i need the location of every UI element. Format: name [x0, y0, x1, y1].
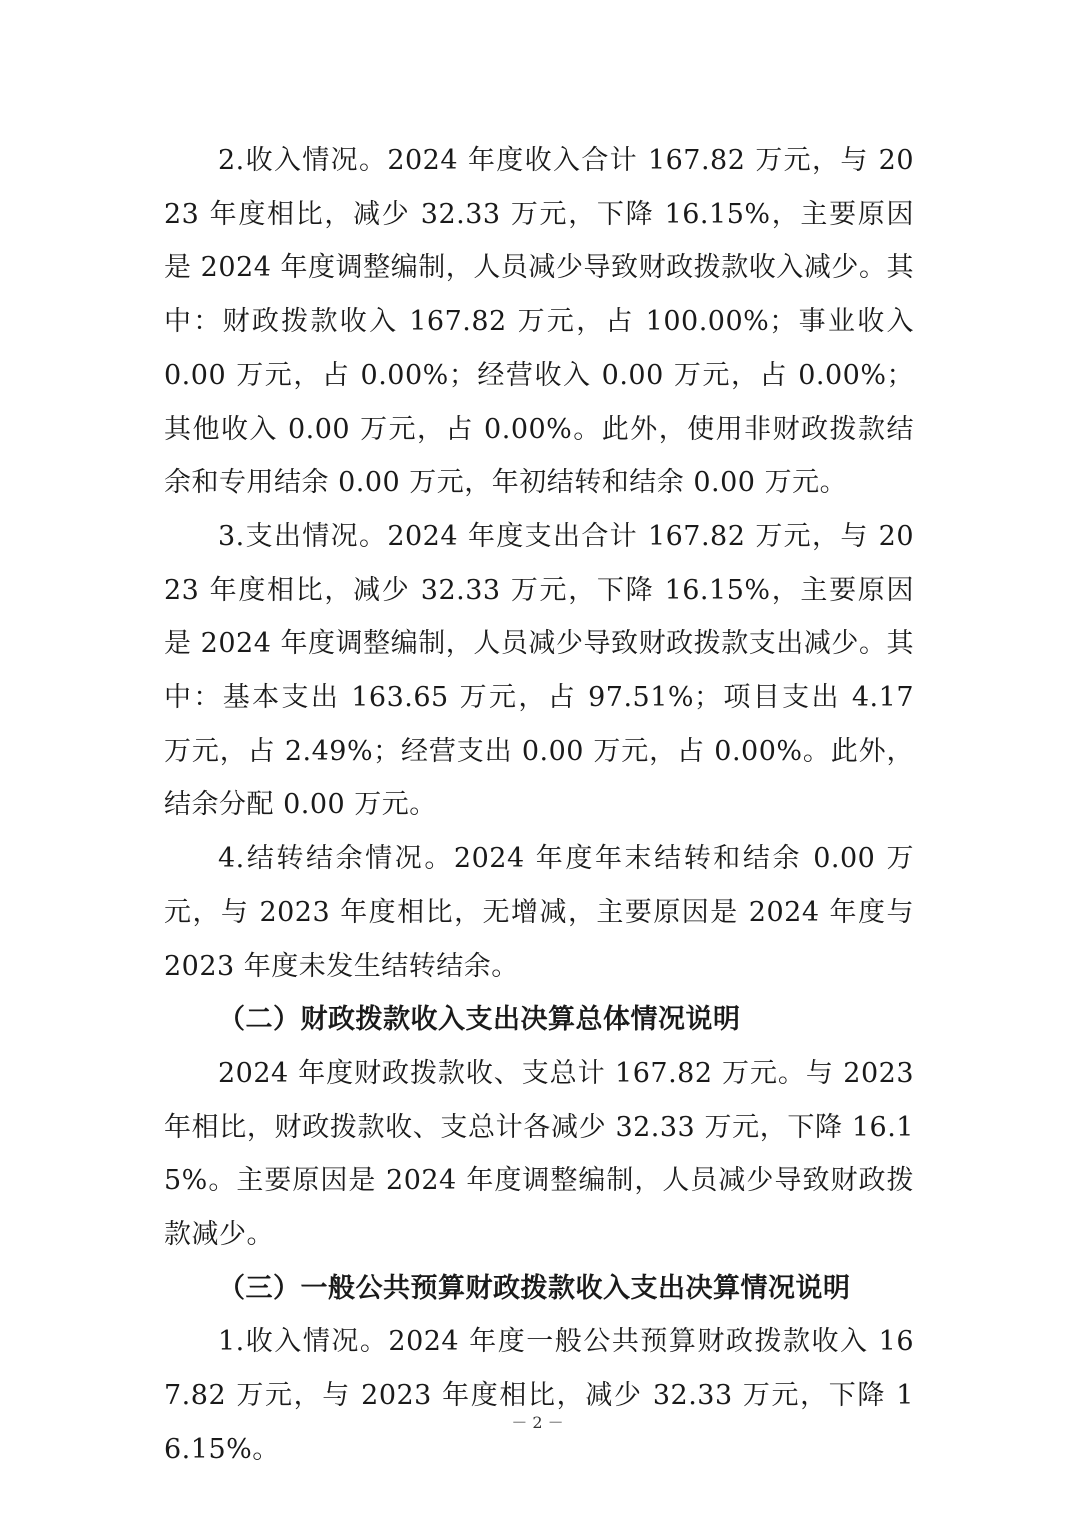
document-page — [164, 134, 914, 1477]
expenditure-paragraph: 3.支出情况。2024 年度支出合计 167.82 万元，与 2023 年度相比，减少 32.33 万元，下降 16.15%，主要原因是 2024 年度调整编制，人员减少导致财政拨款支出减少。其中：基本支出 163.65 万元，占 97.51%；项目支出 4.17 万元，占 2.49%；经营支出 0.00 万元，占 0.00%。此外，结余分配 0.00 万元。 — [164, 520, 914, 821]
section-2-heading: （二）财政拨款收入支出决算总体情况说明 — [218, 1004, 741, 1036]
section-3-income-paragraph: 1.收入情况。2024 年度一般公共预算财政拨款收入 167.82 万元，与 2023 年度相比，减少 32.33 万元，下降 16.15%。 — [164, 1326, 914, 1465]
section-2-paragraph: 2024 年度财政拨款收、支总计 167.82 万元。与 2023 年相比，财政拨款收、支总计各减少 32.33 万元，下降 16.15%。主要原因是 2024 年度调整编制，人员减少导致财政拨款减少。 — [164, 1057, 914, 1251]
page-number: － 2 － — [511, 1413, 564, 1432]
income-paragraph: 2.收入情况。2024 年度收入合计 167.82 万元，与 2023 年度相比，减少 32.33 万元，下降 16.15%，主要原因是 2024 年度调整编制，人员减少导致财政拨款收入减少。其中：财政拨款收入 167.82 万元，占 100.00%；事业收入 0.00 万元，占 0.00%；经营收入 0.00 万元，占 0.00%；其他收入 0.00 万元，占 0.00%。此外，使用非财政拨款结余和专用结余 0.00 万元，年初结转和结余 0.00 万元。 — [164, 145, 914, 499]
carryover-paragraph: 4.结转结余情况。2024 年度年末结转和结余 0.00 万元，与 2023 年度相比，无增减，主要原因是 2024 年度与 2023 年度未发生结转结余。 — [164, 843, 914, 982]
section-3-heading: （三）一般公共预算财政拨款收入支出决算情况说明 — [218, 1272, 851, 1304]
